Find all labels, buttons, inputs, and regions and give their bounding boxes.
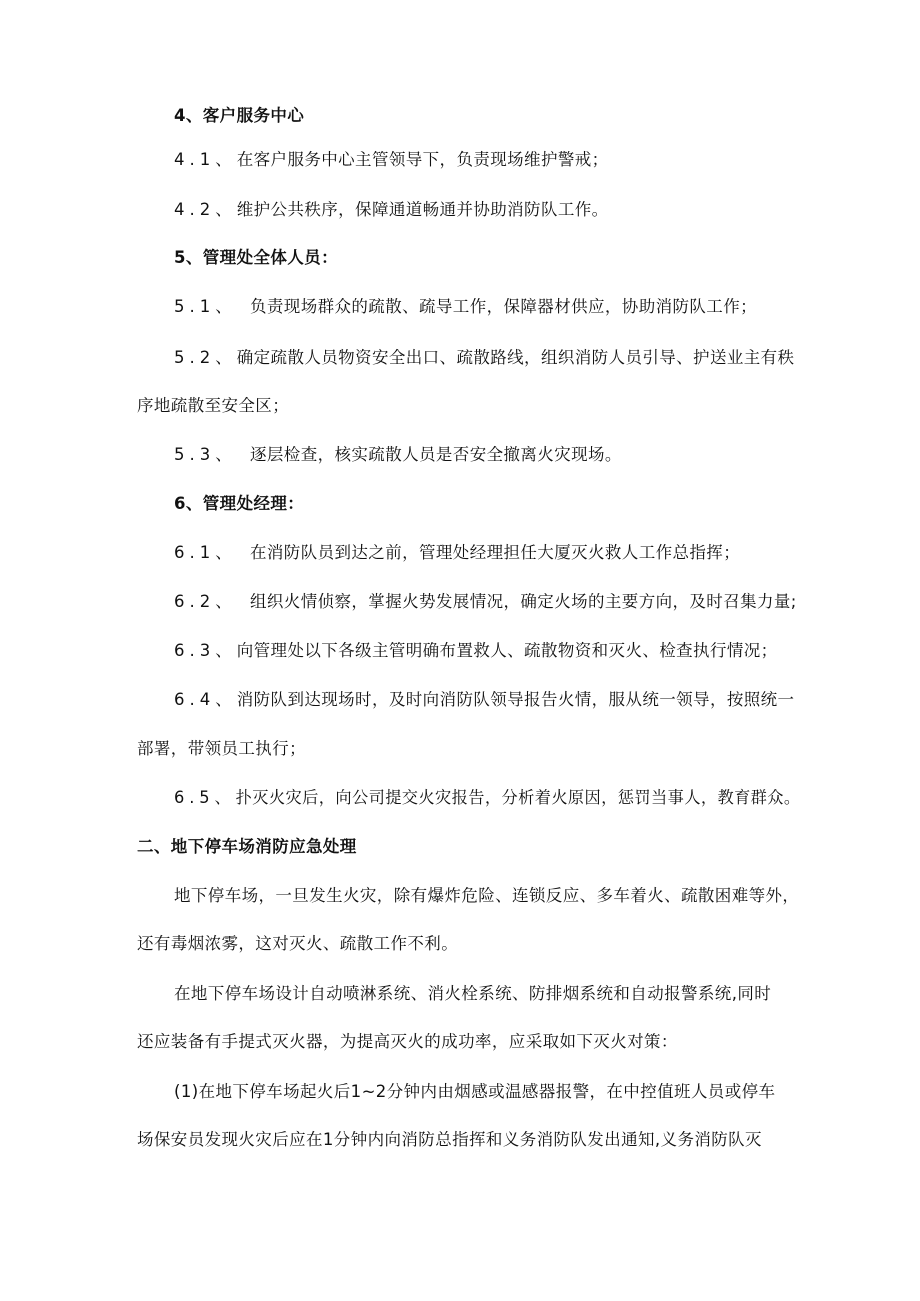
part-2-heading: 二、地下停车场消防应急处理 — [137, 837, 357, 856]
item-number: 4.1、 — [174, 150, 237, 169]
paragraph-2-line-2: 还应装备有手提式灭火器，为提高灭火的成功率，应采取如下灭火对策： — [137, 1032, 678, 1051]
item-text: 在客户服务中心主管领导下，负责现场维护警戒； — [236, 150, 609, 169]
item-text: 逐层检查，核实疏散人员是否安全撤离火灾现场。 — [250, 445, 622, 464]
section-5-heading: 5、管理处全体人员： — [174, 248, 338, 267]
item-text: 在消防队员到达之前，管理处经理担任大厦灭火救人工作总指挥； — [250, 543, 741, 562]
item-number: 6.3、 — [174, 641, 237, 660]
paragraph-2-line-1: 在地下停车场设计自动喷淋系统、消火栓系统、防排烟系统和自动报警系统,同时 — [174, 984, 772, 1003]
item-4-2 — [174, 198, 609, 222]
item-5-1 — [174, 295, 757, 319]
item-text: 负责现场群众的疏散、疏导工作，保障器材供应，协助消防队工作； — [250, 297, 757, 316]
item-text: 扑灭火灾后，向公司提交火灾报告，分析着火原因，惩罚当事人，教育群众。 — [235, 788, 801, 807]
item-number: 5.2、 — [174, 348, 237, 367]
item-number: 6.2、 — [174, 592, 237, 611]
item-number: 6.1、 — [174, 543, 237, 562]
item-6-1 — [174, 541, 740, 565]
item-5-2-continuation: 序地疏散至安全区； — [137, 396, 290, 415]
item-4-1 — [174, 148, 609, 172]
item-number: 6.4、 — [174, 690, 237, 709]
item-number: 5.1、 — [174, 297, 237, 316]
paragraph-3-line-2: 场保安员发现火灾后应在1分钟内向消防总指挥和义务消防队发出通知,义务消防队灭 — [137, 1130, 762, 1149]
paragraph-3-line-1: (1)在地下停车场起火后1~2分钟内由烟感或温感器报警，在中控值班人员或停车 — [174, 1082, 776, 1101]
section-4-heading: 4、客户服务中心 — [174, 106, 305, 125]
item-6-5 — [174, 786, 801, 810]
item-5-2 — [174, 346, 794, 370]
item-6-3 — [174, 639, 778, 663]
item-text: 消防队到达现场时，及时向消防队领导报告火情，服从统一领导，按照统一 — [236, 690, 795, 709]
item-text: 向管理处以下各级主管明确布置救人、疏散物资和灭火、检查执行情况； — [236, 641, 778, 660]
item-number: 6.5、 — [174, 788, 236, 807]
item-5-3 — [174, 443, 622, 467]
item-text: 维护公共秩序，保障通道畅通并协助消防队工作。 — [236, 200, 609, 219]
item-6-4 — [174, 688, 794, 712]
item-number: 5.3、 — [174, 445, 237, 464]
item-number: 4.2、 — [174, 200, 237, 219]
item-text: 组织火情侦察，掌握火势发展情况，确定火场的主要方向，及时召集力量; — [250, 592, 797, 611]
paragraph-1-line-2: 还有毒烟浓雾，这对灭火、疏散工作不利。 — [137, 934, 459, 953]
item-6-2 — [174, 590, 797, 614]
item-6-4-continuation: 部署，带领员工执行； — [137, 739, 306, 758]
paragraph-1-line-1: 地下停车场，一旦发生火灾，除有爆炸危险、连锁反应、多车着火、疏散困难等外， — [174, 886, 800, 905]
item-text: 确定疏散人员物资安全出口、疏散路线，组织消防人员引导、护送业主有秩 — [236, 348, 795, 367]
section-6-heading: 6、管理处经理： — [174, 494, 305, 513]
